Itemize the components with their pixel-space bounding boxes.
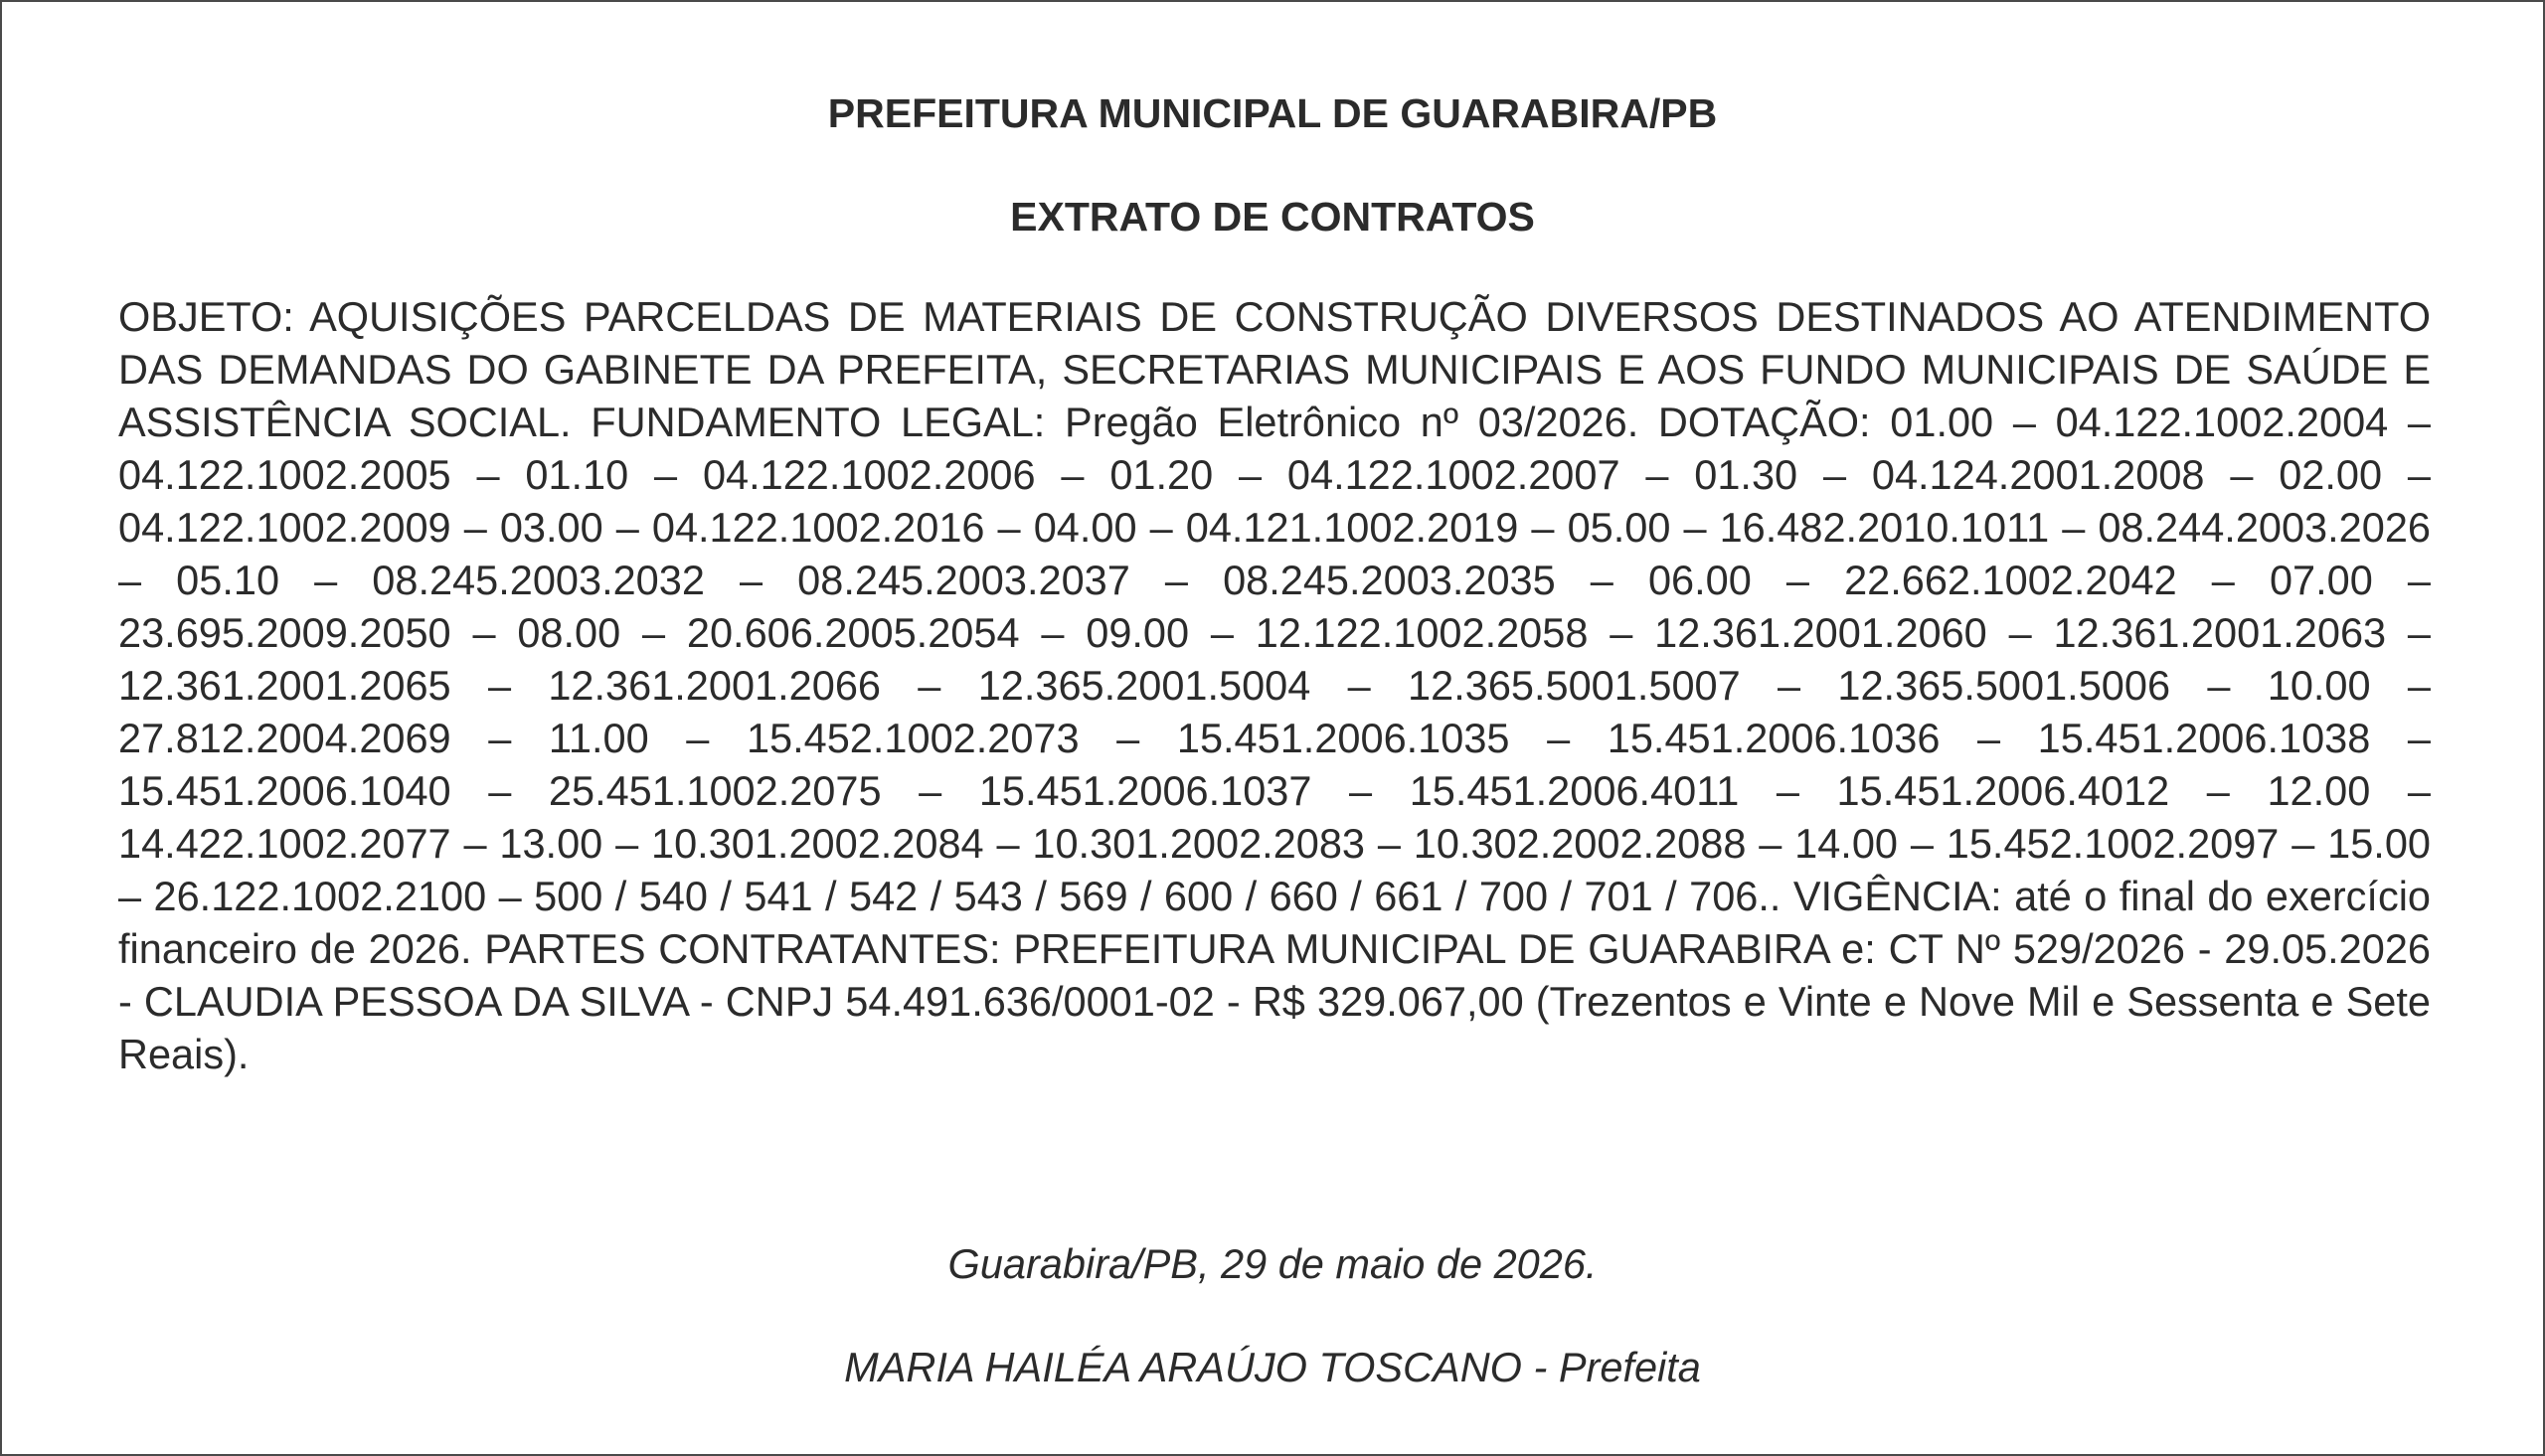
org-title: PREFEITURA MUNICIPAL DE GUARABIRA/PB	[827, 90, 1718, 136]
contract-body: OBJETO: AQUISIÇÕES PARCELDAS DE MATERIAIS DE CONSTRUÇÃO DIVERSOS DESTINADOS AO ATENDIMENTO DAS DEMANDAS DO GABINETE DA PREFEITA, SECRETARIAS MUNICIPAIS E AOS FUNDO MUNICIPAIS DE SAÚDE E ASSISTÊNCIA SOCIAL. FUNDAMENTO LEGAL: Pregão Eletrônico nº 03/2026. DOTAÇÃO: 01.00 – 04.122.1002.2004 – 04.122.1002.2005 – 01.10 – 04.122.1002.2006 – 01.20 – 04.122.1002.2007 – 01.30 – 04.124.2001.2008 – 02.00 – 04.122.1002.2009 – 03.00 – 04.122.1002.2016 – 04.00 – 04.121.1002.2019 – 05.00 – 16.482.2010.1011 – 08.244.2003.2026 – 05.10 – 08.245.2003.2032 – 08.245.2003.2037 – 08.245.2003.2035 – 06.00 – 22.662.1002.2042 – 07.00 – 23.695.2009.2050 – 08.00 – 20.606.2005.2054 – 09.00 – 12.122.1002.2058 – 12.361.2001.2060 – 12.361.2001.2063 – 12.361.2001.2065 – 12.361.2001.2066 – 12.365.2001.5004 – 12.365.5001.5007 – 12.365.5001.5006 – 10.00 – 27.812.2004.2069 – 11.00 – 15.452.1002.2073 – 15.451.2006.1035 – 15.451.2006.1036 – 15.451.2006.1038 – 15.451.2006.1040 – 25.451.1002.2075 – 15.451.2006.1037 – 15.451.2006.4011 – 15.451.2006.4012 – 12.00 – 14.422.1002.2077 – 13.00 – 10.301.2002.2084 – 10.301.2002.2083 – 10.302.2002.2088 – 14.00 – 15.452.1002.2097 – 15.00 – 26.122.1002.2100 – 500 / 540 / 541 / 542 / 543 / 569 / 600 / 660 / 661 / 700 / 701 / 706.. VIGÊNCIA: até o final do exercício financeiro de 2026. PARTES CONTRATANTES: PREFEITURA MUNICIPAL DE GUARABIRA e: CT Nº 529/2026 - 29.05.2026 - CLAUDIA PESSOA DA SILVA - CNPJ 54.491.636/0001-02 - R$ 329.067,00 (Trezentos e Vinte e Nove Mil e Sessenta e Sete Reais).	[118, 293, 2431, 1077]
place-date: Guarabira/PB, 29 de maio de 2026.	[947, 1240, 1598, 1287]
signature-line: MARIA HAILÉA ARAÚJO TOSCANO - Prefeita	[844, 1344, 1701, 1390]
document-title: EXTRATO DE CONTRATOS	[1010, 194, 1535, 240]
